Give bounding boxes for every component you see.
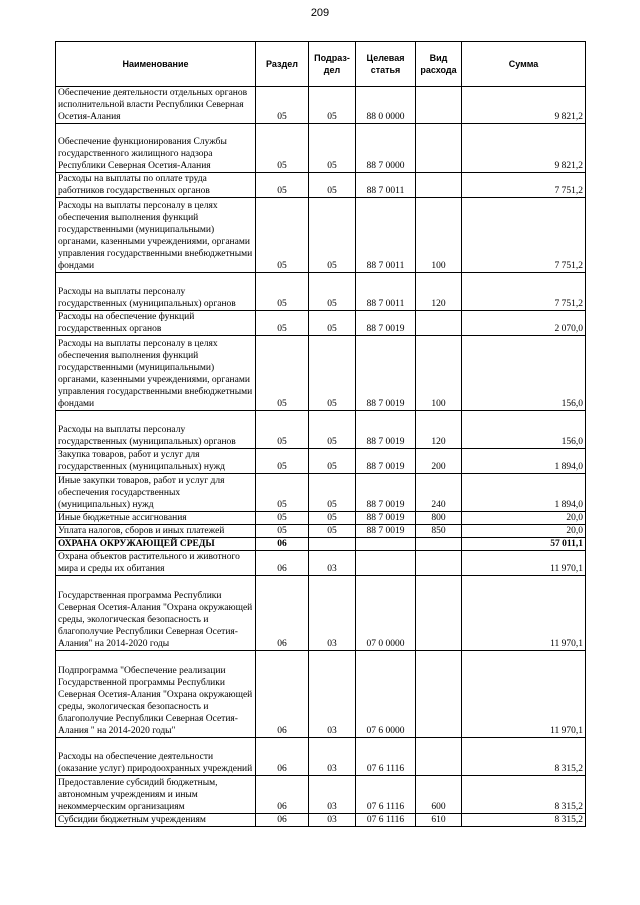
cell-razdel: 06 <box>256 551 309 576</box>
cell-podrazdel: 03 <box>309 651 356 738</box>
cell-summa: 1 894,0 <box>462 449 586 474</box>
cell-razdel: 05 <box>256 198 309 273</box>
table-row <box>56 124 586 173</box>
cell-podrazdel: 03 <box>309 814 356 827</box>
cell-razdel: 05 <box>256 124 309 173</box>
cell-summa: 8 315,2 <box>462 776 586 814</box>
table-row <box>56 87 586 124</box>
table-row <box>56 198 586 273</box>
cell-vid: 850 <box>416 525 462 538</box>
cell-summa: 11 970,1 <box>462 651 586 738</box>
table-row <box>56 576 586 651</box>
cell-vid <box>416 124 462 173</box>
cell-name: Подпрограмма "Обеспечение реализации Государственной программы Республики Северная Осетия-Алания "Охрана окружающей среды, экологическая безопасность и благополучие Республики Северная Осетия-Алания " на 2014-2020 годы" <box>56 651 256 738</box>
cell-razdel: 05 <box>256 273 309 311</box>
table-row <box>56 738 586 776</box>
cell-summa: 156,0 <box>462 336 586 411</box>
cell-vid: 200 <box>416 449 462 474</box>
header-statya: Целевая статья <box>356 42 416 87</box>
cell-podrazdel: 05 <box>309 173 356 198</box>
table-row <box>56 551 586 576</box>
cell-statya: 07 0 0000 <box>356 576 416 651</box>
cell-statya: 07 6 0000 <box>356 651 416 738</box>
cell-name: Расходы на выплаты по оплате труда работников государственных органов <box>56 173 256 198</box>
cell-razdel: 05 <box>256 512 309 525</box>
table-row <box>56 411 586 449</box>
cell-summa: 20,0 <box>462 512 586 525</box>
cell-razdel: 06 <box>256 738 309 776</box>
cell-summa: 11 970,1 <box>462 576 586 651</box>
page-number: 209 <box>310 7 330 19</box>
cell-razdel: 06 <box>256 576 309 651</box>
cell-name: Государственная программа Республики Северная Осетия-Алания "Охрана окружающей среды, экологическая безопасность и благополучие Республики Северная Осетия-Алания" на 2014-2020 годы <box>56 576 256 651</box>
table-row <box>56 538 586 551</box>
table-row <box>56 311 586 336</box>
cell-summa: 9 821,2 <box>462 124 586 173</box>
cell-vid: 100 <box>416 198 462 273</box>
cell-statya: 88 7 0011 <box>356 198 416 273</box>
table-row <box>56 525 586 538</box>
cell-razdel: 06 <box>256 776 309 814</box>
cell-vid: 240 <box>416 474 462 512</box>
cell-podrazdel: 05 <box>309 336 356 411</box>
cell-razdel: 05 <box>256 474 309 512</box>
table-row <box>56 449 586 474</box>
cell-vid: 610 <box>416 814 462 827</box>
header-vid: Вид расхода <box>416 42 462 87</box>
table-row <box>56 336 586 411</box>
table-row <box>56 651 586 738</box>
cell-vid <box>416 173 462 198</box>
cell-name: ОХРАНА ОКРУЖАЮЩЕЙ СРЕДЫ <box>56 538 256 551</box>
cell-statya: 88 7 0019 <box>356 474 416 512</box>
cell-name: Расходы на выплаты персоналу государственных (муниципальных) органов <box>56 411 256 449</box>
cell-razdel: 05 <box>256 411 309 449</box>
cell-podrazdel: 05 <box>309 87 356 124</box>
cell-podrazdel: 03 <box>309 738 356 776</box>
budget-table <box>55 41 586 827</box>
table-row <box>56 173 586 198</box>
cell-podrazdel: 05 <box>309 411 356 449</box>
cell-podrazdel: 05 <box>309 311 356 336</box>
header-summa: Сумма <box>462 42 586 87</box>
cell-razdel: 05 <box>256 87 309 124</box>
cell-podrazdel: 05 <box>309 124 356 173</box>
table-row <box>56 474 586 512</box>
table-row <box>56 814 586 827</box>
cell-podrazdel: 05 <box>309 449 356 474</box>
cell-summa: 8 315,2 <box>462 814 586 827</box>
cell-podrazdel: 03 <box>309 776 356 814</box>
cell-statya <box>356 538 416 551</box>
cell-podrazdel: 03 <box>309 551 356 576</box>
cell-summa: 7 751,2 <box>462 198 586 273</box>
cell-vid: 100 <box>416 336 462 411</box>
cell-summa: 2 070,0 <box>462 311 586 336</box>
cell-statya <box>356 551 416 576</box>
cell-razdel: 05 <box>256 311 309 336</box>
cell-statya: 07 6 1116 <box>356 814 416 827</box>
cell-razdel: 06 <box>256 814 309 827</box>
cell-statya: 88 7 0011 <box>356 173 416 198</box>
cell-name: Расходы на выплаты персоналу в целях обеспечения выполнения функций государственными (муниципальными) органами, казенными учреждениями, органами управления государственными внебюджетными фондами <box>56 336 256 411</box>
cell-name: Расходы на обеспечение функций государственных органов <box>56 311 256 336</box>
cell-podrazdel: 03 <box>309 576 356 651</box>
cell-podrazdel: 05 <box>309 273 356 311</box>
cell-statya: 88 7 0019 <box>356 311 416 336</box>
cell-statya: 88 0 0000 <box>356 87 416 124</box>
cell-razdel: 05 <box>256 525 309 538</box>
cell-summa: 57 011,1 <box>462 538 586 551</box>
cell-statya: 88 7 0019 <box>356 512 416 525</box>
table-row <box>56 273 586 311</box>
cell-podrazdel: 05 <box>309 198 356 273</box>
cell-razdel: 05 <box>256 173 309 198</box>
cell-razdel: 05 <box>256 449 309 474</box>
cell-name: Предоставление субсидий бюджетным, автономным учреждениям и иным некоммерческим организациям <box>56 776 256 814</box>
cell-statya: 88 7 0000 <box>356 124 416 173</box>
cell-vid <box>416 576 462 651</box>
cell-name: Охрана объектов растительного и животного мира и среды их обитания <box>56 551 256 576</box>
cell-vid: 120 <box>416 411 462 449</box>
cell-statya: 88 7 0019 <box>356 449 416 474</box>
header-razdel: Раздел <box>256 42 309 87</box>
cell-statya: 88 7 0011 <box>356 273 416 311</box>
cell-razdel: 06 <box>256 538 309 551</box>
cell-name: Иные бюджетные ассигнования <box>56 512 256 525</box>
cell-statya: 88 7 0019 <box>356 336 416 411</box>
cell-name: Субсидии бюджетным учреждениям <box>56 814 256 827</box>
table-row <box>56 776 586 814</box>
table-row <box>56 512 586 525</box>
cell-summa: 20,0 <box>462 525 586 538</box>
cell-vid <box>416 551 462 576</box>
cell-statya: 88 7 0019 <box>356 525 416 538</box>
cell-summa: 8 315,2 <box>462 738 586 776</box>
cell-statya: 07 6 1116 <box>356 738 416 776</box>
cell-razdel: 06 <box>256 651 309 738</box>
cell-podrazdel: 05 <box>309 525 356 538</box>
cell-name: Обеспечение функционирования Службы государственного жилищного надзора Республики Северная Осетия-Алания <box>56 124 256 173</box>
cell-summa: 9 821,2 <box>462 87 586 124</box>
cell-statya: 07 6 1116 <box>356 776 416 814</box>
cell-summa: 7 751,2 <box>462 273 586 311</box>
cell-podrazdel: 05 <box>309 474 356 512</box>
cell-summa: 1 894,0 <box>462 474 586 512</box>
cell-summa: 7 751,2 <box>462 173 586 198</box>
cell-podrazdel <box>309 538 356 551</box>
cell-name: Расходы на выплаты персоналу в целях обеспечения выполнения функций государственными (муниципальными) органами, казенными учреждениями, органами управления государственными внебюджетными фондами <box>56 198 256 273</box>
cell-summa: 11 970,1 <box>462 551 586 576</box>
cell-vid <box>416 651 462 738</box>
cell-vid: 600 <box>416 776 462 814</box>
cell-vid <box>416 87 462 124</box>
cell-vid <box>416 311 462 336</box>
cell-vid <box>416 738 462 776</box>
cell-summa: 156,0 <box>462 411 586 449</box>
header-name: Наименование <box>56 42 256 87</box>
cell-vid: 800 <box>416 512 462 525</box>
cell-vid: 120 <box>416 273 462 311</box>
cell-vid <box>416 538 462 551</box>
table-header-row <box>56 42 586 87</box>
cell-name: Расходы на обеспечение деятельности (оказание услуг) природоохранных учреждений <box>56 738 256 776</box>
header-podrazdel: Подраз-дел <box>309 42 356 87</box>
cell-name: Обеспечение деятельности отдельных органов исполнительной власти Республики Северная Осетия-Алания <box>56 87 256 124</box>
cell-name: Уплата налогов, сборов и иных платежей <box>56 525 256 538</box>
cell-statya: 88 7 0019 <box>356 411 416 449</box>
cell-podrazdel: 05 <box>309 512 356 525</box>
cell-razdel: 05 <box>256 336 309 411</box>
cell-name: Расходы на выплаты персоналу государственных (муниципальных) органов <box>56 273 256 311</box>
cell-name: Иные закупки товаров, работ и услуг для обеспечения государственных (муниципальных) нужд <box>56 474 256 512</box>
cell-name: Закупка товаров, работ и услуг для государственных (муниципальных) нужд <box>56 449 256 474</box>
